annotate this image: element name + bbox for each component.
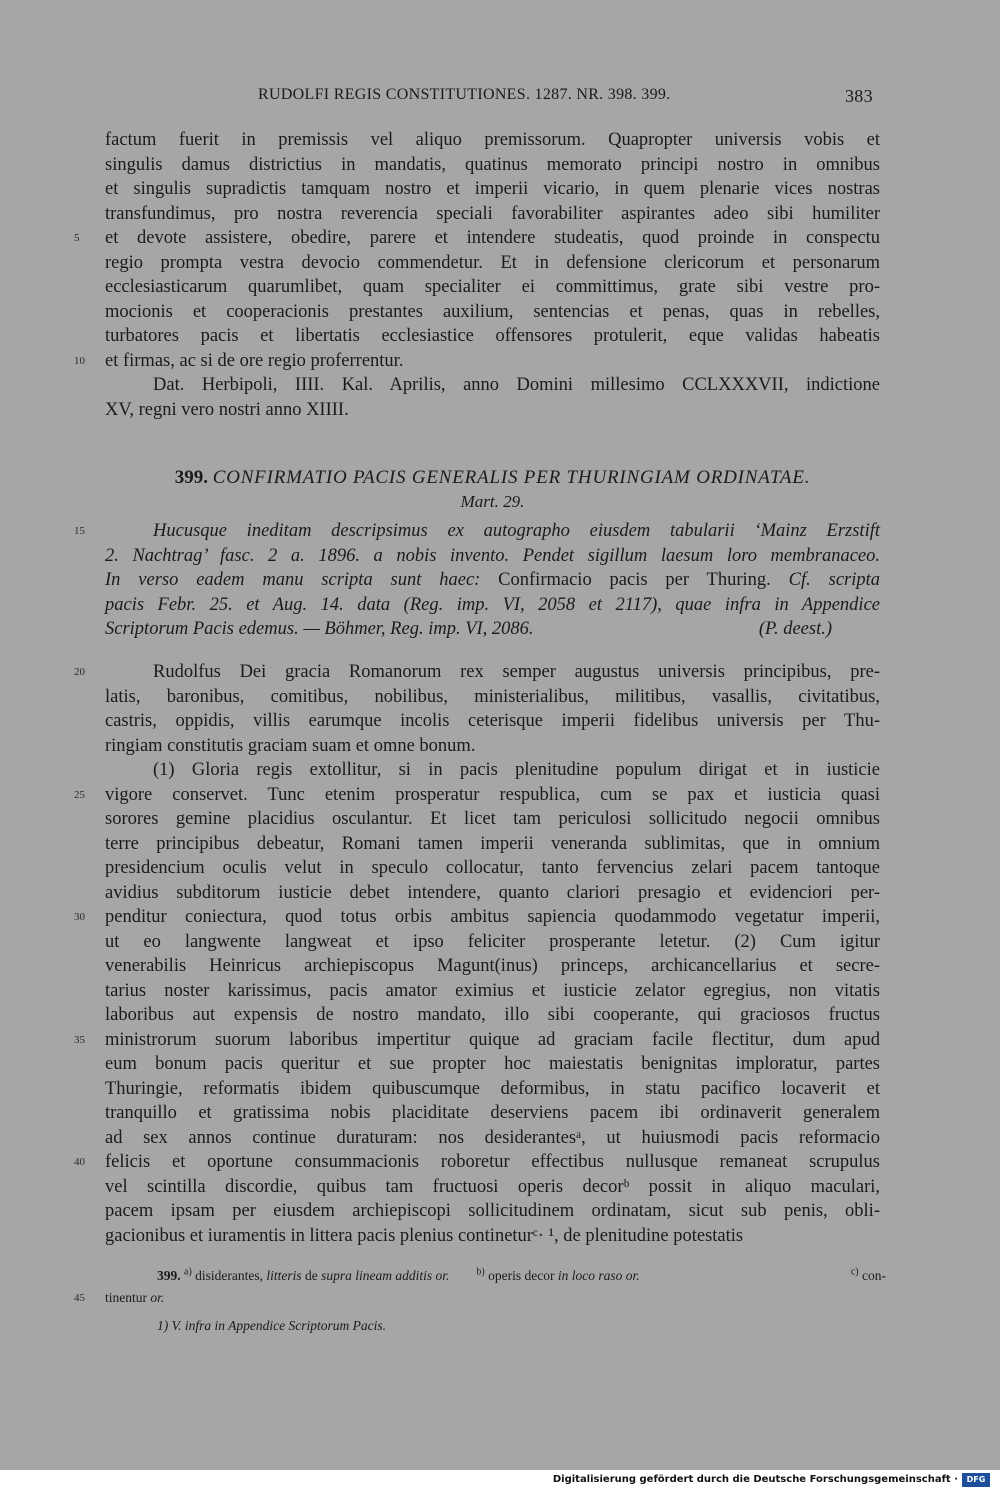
document-date: Mart. 29. <box>460 492 525 511</box>
footer-bar <box>0 1470 1000 1491</box>
line-number: 15 <box>74 525 85 537</box>
dating-clause <box>105 373 880 422</box>
text-line: ringiam constitutis graciam suam et omne bonum. <box>105 735 476 756</box>
text-line: 5 et devote assistere, obedire, parere et intendere studeatis, quod proinde in conspectu <box>105 226 880 251</box>
text-line: regio prompta vestra devocio commendetur. Et in defensione clericorum et personarum <box>105 252 880 273</box>
edition-siglum: (P. deest.) <box>758 619 832 639</box>
text-line: castris, oppidis, villis earumque incolis ceterisque imperii fidelibus universis per Thu- <box>105 711 880 731</box>
source-note <box>74 519 881 642</box>
text-line: tarius noster karissimus, pacis amator eximius et iusticie zelator egregius, non vitatis <box>105 980 880 1001</box>
line-number: 35 <box>74 1033 85 1046</box>
text-line: 35 ministrorum suorum laboribus impertitur quique ad graciam facile flectitur, dum apud <box>105 1028 880 1053</box>
line-number: 25 <box>74 788 85 801</box>
text-line: et singulis supradictis tamquam nostro et imperii vicario, in quem plenarie vices nostras <box>105 179 880 199</box>
text-line: 20 Rudolfus Dei gracia Romanorum rex semper augustus universis principibus, pre- <box>105 660 880 685</box>
line-number: 5 <box>74 232 80 244</box>
footnote-line: 399. $^{a)}$ disiderantes, litteris de supra lineam additis or. $^{b)}$ operis decor in loco raso or. $^{c)}$ con- <box>157 1266 886 1283</box>
main-text <box>74 660 880 1248</box>
text-line: latis, baronibus, comitibus, nobilibus, ministerialibus, militibus, vasallis, civitatibus, <box>105 686 880 707</box>
text-line: presidencium oculis velut in speculo collocatur, tanto fervencius zelari pacem tantoque <box>105 858 880 878</box>
text-line: vel scintilla discordie, quibus tam fructuosi operis decorᵇ possit in aliquo maculari, <box>105 1176 880 1197</box>
continuation-text <box>74 128 880 373</box>
source-note-line: 15 Hucusque ineditam descripsimus ex autographo eiusdem tabularii ‘Mainz Erzstift <box>105 519 880 544</box>
text-line: eum bonum pacis queritur et sue propter hoc maiestatis benignitas imploratur, partes <box>105 1054 880 1074</box>
line-number: 10 <box>74 354 85 367</box>
text-line: 40 felicis et oportune consummacionis roboretur effectibus nullusque remaneat scrupulus <box>105 1150 880 1175</box>
footnote-line: 45 tinentur or. <box>105 1287 880 1309</box>
text-line: singulis damus districtius in mandatis, quatinus memorato principi nostro in omnibus <box>105 154 880 175</box>
footnotes <box>74 1265 886 1337</box>
page-number: 383 <box>845 86 873 106</box>
text-line: 30 penditur coniectura, quod totus orbis ambitus sapiencia quodammodo vegetatur imperii, <box>105 905 880 930</box>
text-line: venerabilis Heinricus archiepiscopus Magunt(inus) princeps, archicancellarius et secre- <box>105 956 880 976</box>
text-line: pacem ipsam per eiusdem archiepiscopi sollicitudinem ordinatam, sicut sub penis, obli- <box>105 1201 880 1221</box>
document-heading <box>105 466 880 514</box>
source-note-line: Scriptorum Pacis edemus. — Böhmer, Reg. imp. VI, 2086. (P. deest.) <box>105 617 880 642</box>
footnote-line: 1) V. infra in Appendice Scriptorum Pacis. <box>157 1318 386 1333</box>
funding-credit: Digitalisierung gefördert durch die Deutsche Forschungsgemeinschaft · <box>552 1474 958 1485</box>
source-note-line: 2. Nachtrag’ fasc. 2 a. 1896. a nobis invento. Pendet sigillum laesum loro membranaceo. <box>105 545 880 566</box>
line-number: 30 <box>74 911 85 923</box>
text-line: ecclesiasticarum quarumlibet, quam specialiter ei committimus, grate sibi vestre pro- <box>105 277 880 297</box>
text-line: transfundimus, pro nostra reverencia speciali favorabiliter aspirantes adeo sibi humiliter <box>105 203 880 224</box>
document-number: 399. <box>174 467 208 488</box>
text-line: mocionis et cooperacionis prestantes auxilium, sentencias et penas, quas in rebelles, <box>105 301 880 322</box>
line-number: 45 <box>74 1292 85 1304</box>
line-number: 20 <box>74 666 85 678</box>
text-line: tranquillo et gratissima nobis placiditate deserviens pacem ibi ordinaverit generalem <box>105 1103 880 1123</box>
text-line: avidius subditorum iusticie debet intendere, quanto clariori presagio et evidenciori per- <box>105 882 880 903</box>
source-note-line: pacis Febr. 25. et Aug. 14. data (Reg. imp. VI, 2058 et 2117), quae infra in Appendice <box>105 594 880 615</box>
text-line: terre principibus debeatur, Romani tamen imperii veneranda sublimitas, que in omnium <box>105 833 880 854</box>
text-line: gacionibus et iuramentis in littera pacis plenius contineturᶜ· ¹, de plenitudine potestatis <box>105 1225 744 1246</box>
text-line: factum fuerit in premissis vel aliquo premissorum. Quapropter universis vobis et <box>105 130 880 150</box>
dating-line: XV, regni vero nostri anno XIIII. <box>105 399 349 420</box>
line-number: 40 <box>74 1156 85 1168</box>
text-line: (1) Gloria regis extollitur, si in pacis plenitudine populum dirigat et in iusticie <box>153 760 880 780</box>
text-line: turbatores pacis et libertatis ecclesiastice offensores protulerit, eque validas habeatis <box>105 326 880 346</box>
page-header <box>0 86 1000 112</box>
text-line: ad sex annos continue duraturam: nos desiderantesᵃ, ut huiusmodi pacis reformacio <box>105 1127 880 1148</box>
document-title: CONFIRMATIO PACIS GENERALIS PER THURINGIAM ORDINATAE. <box>212 467 811 488</box>
text-line: 10 et firmas, ac si de ore regio proferrentur. <box>105 349 880 374</box>
text-line: laboribus aut expensis de nostro mandato, illo sibi cooperante, qui graciosos fructus <box>105 1005 880 1025</box>
dfg-logo: DFG <box>962 1473 990 1487</box>
text-line: Thuringie, reformatis ibidem quibuscumque deformibus, in statu pacifico locaverit et <box>105 1078 880 1099</box>
text-line: sorores gemine placidius osculantur. Et licet tam periculosi sollicitudo negocii omnibus <box>105 809 880 829</box>
text-line: ut eo langwente langweat et ipso feliciter prosperante letetur. (2) Cum igitur <box>105 931 880 952</box>
running-title: RUDOLFI REGIS CONSTITUTIONES. 1287. NR. 398. 399. <box>258 86 671 103</box>
source-note-line: In verso eadem manu scripta sunt haec: Confirmacio pacis per Thuring. Cf. scripta <box>105 570 881 590</box>
dating-line: Dat. Herbipoli, IIII. Kal. Aprilis, anno Domini millesimo CCLXXXVII, indictione <box>153 375 880 395</box>
text-line: 25 vigore conservet. Tunc etenim prosperatur respublica, cum se pax et iusticia quasi <box>105 783 880 808</box>
